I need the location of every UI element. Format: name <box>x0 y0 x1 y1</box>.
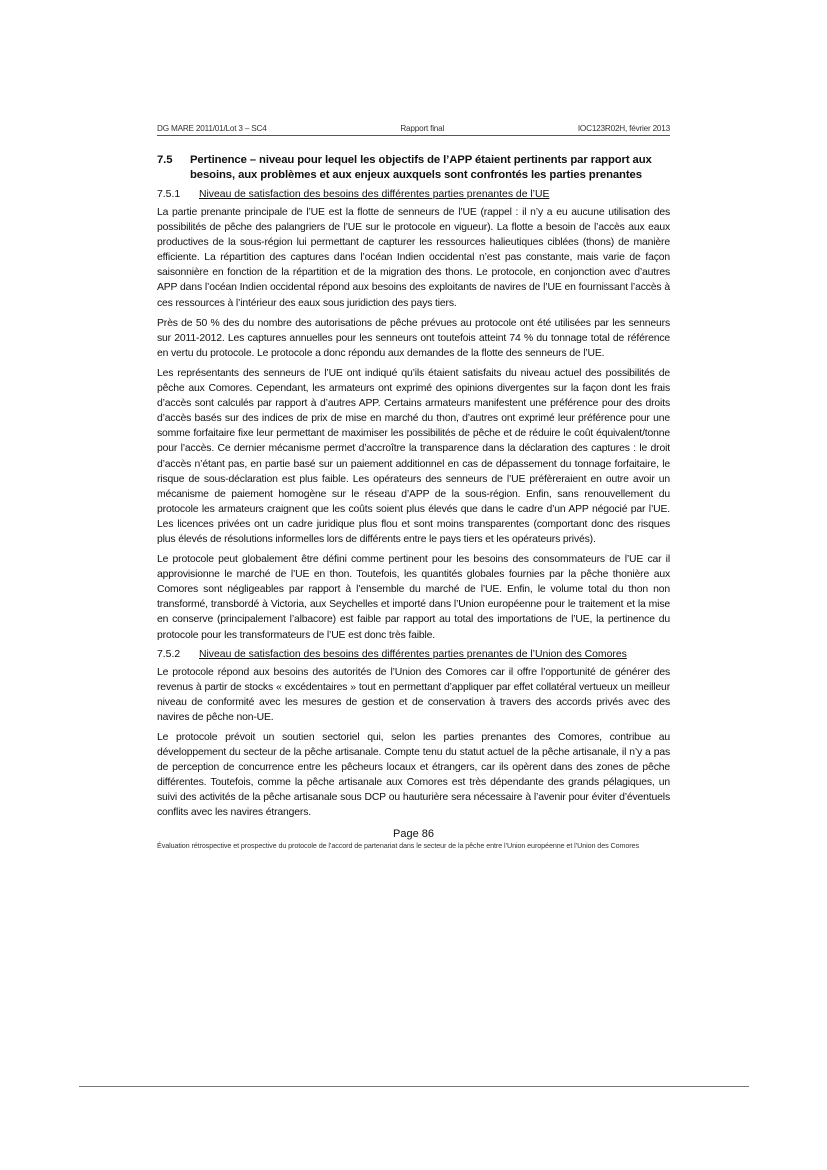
subsection-heading <box>157 648 670 662</box>
subsection-title: Niveau de satisfaction des besoins des différentes parties prenantes de l’UE <box>199 189 550 200</box>
subsection-heading <box>157 188 670 202</box>
section-heading <box>157 153 670 183</box>
paragraph: Le protocole peut globalement être défini comme pertinent pour les besoins des consommateurs de l’UE car il approvisionne le marché de l’UE en thon. Toutefois, les quantités globales fournies par la pêche thonière aux Comores sont négligeables par rapport à l’ensemble du marché de l’UE. Enfin, le volume total du thon non transformé, transbordé à Victoria, aux Seychelles et importé dans l’Union européenne pour le traitement et la mise en conserve (principalement l’albacore) est faible par rapport au total des importations de l’UE, la pertinence du protocole pour les transformateurs de l’UE est donc très faible. <box>157 554 670 641</box>
header-code-date: IOC123R02H, février 2013 <box>577 124 670 133</box>
paragraph: Les représentants des senneurs de l’UE ont indiqué qu’ils étaient satisfaits du niveau actuel des possibilités de pêche aux Comores. Cependant, les armateurs ont exprimé des opinions divergentes sur la façon dont les frais d’accès sont calculés par rapport à d’autres APP. Certains armateurs manifestent une préférence pour des droits d’accès basés sur des indices de prix de mise en marché du thon, d’autres ont exprimé leur préférence pour une somme forfaitaire fixe leur permettant de maximiser les possibilités de pêche et de réduire le coût équivalent/tonne pour l’accès. Ce dernier mécanisme permet d’accroître la transparence dans la déclaration des captures : le droit d’accès n’étant pas, en partie basé sur un paiement additionnel en cas de dépassement du tonnage forfaitaire, le risque de sous-déclaration est plus faible. Les opérateurs des senneurs de l’UE préfèreraient en outre avoir un mécanisme de paiement homogène sur le réseau d’APP de la sous-région. Enfin, sans renouvellement du protocole les armateurs craignent que les coûts soient plus élevés que dans le cadre d’un APP négocié par l’UE. Les licences privées ont un cadre juridique plus flou et sont moins transparentes (comportant donc des risques plus élevés de résolutions informelles lors de différents entre le pays tiers et les opérateurs privés). <box>157 367 670 545</box>
subsection-number: 7.5.1 <box>157 189 181 200</box>
document-page <box>157 124 670 850</box>
subsection-number: 7.5.2 <box>157 648 181 660</box>
header-reference: DG MARE 2011/01/Lot 3 – SC4 <box>157 124 267 133</box>
paragraph: Le protocole prévoit un soutien sectoriel qui, selon les parties prenantes des Comores, contribue au développement du secteur de la pêche artisanale. Compte tenu du statut actuel de la pêche artisanale, il n’y a pas de perception de concurrence entre les pêcheurs locaux et étrangers, car ils opèrent dans des zones de pêche différentes. Toutefois, comme la pêche artisanale aux Comores est très dépendante des grands pélagiques, un suivi des activités de la pêche artisanale sous DCP ou hauturière sera nécessaire à l’avenir pour éviter d’éventuels conflits avec les navires étrangers. <box>157 732 670 819</box>
paragraph: Près de 50 % des du nombre des autorisations de pêche prévues au protocole ont été utilisées par les senneurs sur 2011-2012. Les captures annuelles pour les senneurs ont toutefois atteint 74 % du tonnage total de référence en vertu du protocole. Le protocole a donc répondu aux demandes de la flotte des senneurs de l’UE. <box>157 317 670 359</box>
footer-note: Évaluation rétrospective et prospective du protocole de l’accord de partenariat dans le secteur de la pêche entre l’Union européenne et l’Union des Comores <box>157 840 639 850</box>
page-bottom-divider <box>79 1086 749 1087</box>
running-header <box>157 124 670 136</box>
paragraph: Le protocole répond aux besoins des autorités de l’Union des Comores car il offre l’opportunité de générer des revenus à partir de stocks « excédentaires » tout en permettant d’appliquer par effet collatéral vertueux un meilleur niveau de conformité avec les mesures de gestion et de conservation à travers des accords privés avec des navires de pêche non-UE. <box>157 666 670 723</box>
header-report-type: Rapport final <box>400 124 445 133</box>
subsection-title: Niveau de satisfaction des besoins des différentes parties prenantes de l’Union des Comores <box>199 648 627 660</box>
paragraph: La partie prenante principale de l’UE est la flotte de senneurs de l’UE (rappel : il n’y a eu aucune utilisation des possibilités de pêche des palangriers de l’UE sur le protocole en vigueur). La flotte a besoin de l’accès aux eaux productives de la sous-région lui permettant de capturer les ressources halieutiques ciblées (thons) de manière efficiente. La répartition des captures dans l’océan Indien occidental n’est pas constante, mais varie de façon saisonnière en fonction de la répartition et de la migration des thons. Le protocole, en conjonction avec d’autres APP dans l’océan Indien occidental répond aux besoins des exploitants de navires de l’UE en fournissant l’accès à ces ressources à l’intérieur des eaux sous juridiction des pays tiers. <box>157 207 670 309</box>
section-number: 7.5 <box>157 154 173 166</box>
page-number: Page 86 <box>393 827 434 840</box>
section-title: Pertinence – niveau pour lequel les objectifs de l’APP étaient pertinents par rapport aux besoins, aux problèmes et aux enjeux auxquels sont confrontés les parties prenantes <box>190 154 652 181</box>
